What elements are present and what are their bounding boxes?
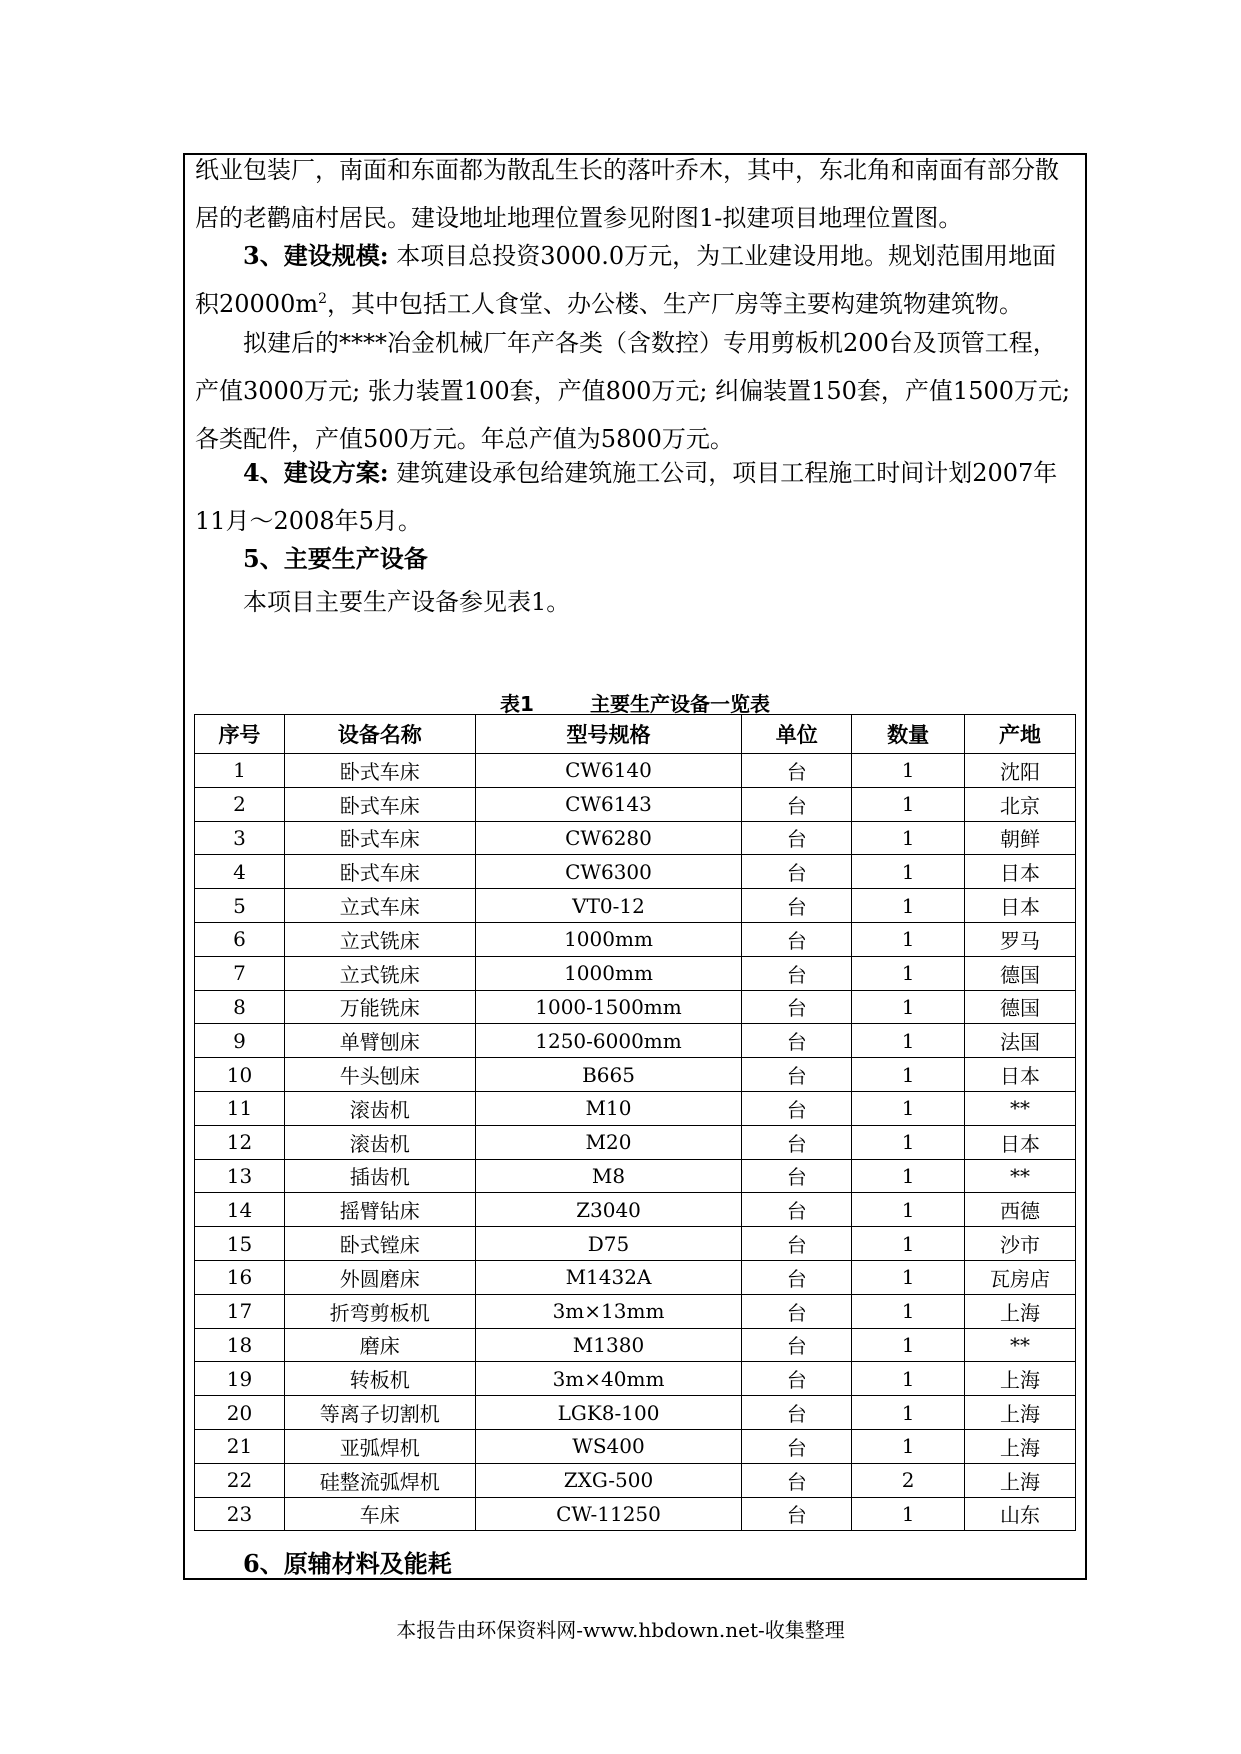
cell-equipment-name: 卧式车床 bbox=[284, 821, 475, 855]
cell-quantity: 1 bbox=[852, 787, 965, 821]
table-row bbox=[195, 1227, 1076, 1261]
cell-unit: 台 bbox=[742, 1125, 852, 1159]
cell-equipment-name: 折弯剪板机 bbox=[284, 1294, 475, 1328]
cell-equipment-name: 卧式镗床 bbox=[284, 1227, 475, 1261]
cell-equipment-name: 等离子切割机 bbox=[284, 1396, 475, 1430]
cell-origin: ** bbox=[965, 1091, 1076, 1125]
cell-quantity: 1 bbox=[852, 1193, 965, 1227]
cell-model-spec: CW6143 bbox=[475, 787, 742, 821]
table-row bbox=[195, 1024, 1076, 1058]
cell-unit: 台 bbox=[742, 821, 852, 855]
table-row bbox=[195, 821, 1076, 855]
table-row bbox=[195, 1497, 1076, 1531]
cell-quantity: 1 bbox=[852, 1058, 965, 1092]
table-row bbox=[195, 1362, 1076, 1396]
cell-index: 14 bbox=[195, 1193, 285, 1227]
cell-quantity: 1 bbox=[852, 1294, 965, 1328]
cell-quantity: 1 bbox=[852, 1396, 965, 1430]
cell-origin: 山东 bbox=[965, 1497, 1076, 1531]
cell-model-spec: CW-11250 bbox=[475, 1497, 742, 1531]
cell-equipment-name: 单臂刨床 bbox=[284, 1024, 475, 1058]
cell-quantity: 1 bbox=[852, 1159, 965, 1193]
cell-equipment-name: 立式铣床 bbox=[284, 922, 475, 956]
cell-origin: 日本 bbox=[965, 1058, 1076, 1092]
cell-quantity: 1 bbox=[852, 1497, 965, 1531]
cell-equipment-name: 牛头刨床 bbox=[284, 1058, 475, 1092]
cell-origin: 上海 bbox=[965, 1429, 1076, 1463]
heading-raw-materials-energy: 6、原辅材料及能耗 bbox=[243, 1549, 452, 1578]
cell-equipment-name: 摇臂钻床 bbox=[284, 1193, 475, 1227]
cell-index: 4 bbox=[195, 855, 285, 889]
table-row bbox=[195, 1396, 1076, 1430]
cell-quantity: 1 bbox=[852, 754, 965, 788]
cell-equipment-name: 外圆磨床 bbox=[284, 1260, 475, 1294]
cell-model-spec: B665 bbox=[475, 1058, 742, 1092]
cell-equipment-name: 转板机 bbox=[284, 1362, 475, 1396]
cell-quantity: 1 bbox=[852, 1328, 965, 1362]
table-row bbox=[195, 990, 1076, 1024]
cell-unit: 台 bbox=[742, 1024, 852, 1058]
cell-model-spec: 1250-6000mm bbox=[475, 1024, 742, 1058]
header-model-spec: 型号规格 bbox=[475, 715, 742, 754]
cell-unit: 台 bbox=[742, 1091, 852, 1125]
cell-origin: 罗马 bbox=[965, 922, 1076, 956]
cell-quantity: 1 bbox=[852, 1024, 965, 1058]
equipment-table bbox=[194, 714, 1076, 1531]
table-row bbox=[195, 1463, 1076, 1497]
cell-equipment-name: 插齿机 bbox=[284, 1159, 475, 1193]
cell-unit: 台 bbox=[742, 889, 852, 923]
cell-origin: 沙市 bbox=[965, 1227, 1076, 1261]
paragraph-location bbox=[195, 146, 1075, 242]
cell-origin: 上海 bbox=[965, 1294, 1076, 1328]
cell-origin: 德国 bbox=[965, 990, 1076, 1024]
cell-unit: 台 bbox=[742, 990, 852, 1024]
production-output-text: 拟建后的****冶金机械厂年产各类（含数控）专用剪板机200台及顶管工程，产值3000万元; 张力装置100套，产值800万元; 纠偏装置150套，产值1500万元; 各类配件，产值500万元。年总产值为5800万元。 bbox=[195, 329, 1071, 453]
paragraph-equipment-ref: 本项目主要生产设备参见表1。 bbox=[243, 588, 571, 616]
paragraph-construction-plan bbox=[195, 449, 1075, 545]
cell-origin: 日本 bbox=[965, 1125, 1076, 1159]
cell-model-spec: 3m×40mm bbox=[475, 1362, 742, 1396]
cell-model-spec: CW6140 bbox=[475, 754, 742, 788]
cell-equipment-name: 硅整流弧焊机 bbox=[284, 1463, 475, 1497]
cell-quantity: 1 bbox=[852, 1227, 965, 1261]
cell-index: 9 bbox=[195, 1024, 285, 1058]
cell-model-spec: LGK8-100 bbox=[475, 1396, 742, 1430]
table-row bbox=[195, 1260, 1076, 1294]
cell-origin: 上海 bbox=[965, 1396, 1076, 1430]
cell-quantity: 1 bbox=[852, 990, 965, 1024]
cell-equipment-name: 车床 bbox=[284, 1497, 475, 1531]
cell-origin: 瓦房店 bbox=[965, 1260, 1076, 1294]
cell-index: 11 bbox=[195, 1091, 285, 1125]
heading-main-equipment: 5、主要生产设备 bbox=[243, 544, 428, 573]
cell-model-spec: CW6280 bbox=[475, 821, 742, 855]
cell-index: 23 bbox=[195, 1497, 285, 1531]
table-row bbox=[195, 1091, 1076, 1125]
cell-index: 7 bbox=[195, 956, 285, 990]
cell-equipment-name: 卧式车床 bbox=[284, 787, 475, 821]
header-equipment-name: 设备名称 bbox=[284, 715, 475, 754]
paragraph-construction-scale bbox=[195, 232, 1075, 328]
scale-text-a: 本项目总投资3000.0万元，为工业建设用地。规划范围用地面积20000m bbox=[195, 242, 1057, 318]
cell-equipment-name: 滚齿机 bbox=[284, 1091, 475, 1125]
paragraph-location-text: 纸业包装厂，南面和东面都为散乱生长的落叶乔木，其中，东北角和南面有部分散居的老鹳庙村居民。建设地址地理位置参见附图1-拟建项目地理位置图。 bbox=[195, 156, 1059, 232]
cell-quantity: 1 bbox=[852, 1362, 965, 1396]
cell-origin: 日本 bbox=[965, 855, 1076, 889]
cell-equipment-name: 立式车床 bbox=[284, 889, 475, 923]
cell-unit: 台 bbox=[742, 1294, 852, 1328]
cell-equipment-name: 立式铣床 bbox=[284, 956, 475, 990]
table-row bbox=[195, 1294, 1076, 1328]
page-footer: 本报告由环保资料网-www.hbdown.net-收集整理 bbox=[396, 1618, 845, 1642]
cell-model-spec: ZXG-500 bbox=[475, 1463, 742, 1497]
cell-index: 10 bbox=[195, 1058, 285, 1092]
cell-unit: 台 bbox=[742, 1463, 852, 1497]
cell-unit: 台 bbox=[742, 1429, 852, 1463]
cell-equipment-name: 万能铣床 bbox=[284, 990, 475, 1024]
cell-index: 12 bbox=[195, 1125, 285, 1159]
table-row bbox=[195, 754, 1076, 788]
cell-index: 6 bbox=[195, 922, 285, 956]
cell-origin: 沈阳 bbox=[965, 754, 1076, 788]
header-index: 序号 bbox=[195, 715, 285, 754]
cell-quantity: 1 bbox=[852, 821, 965, 855]
cell-model-spec: 1000-1500mm bbox=[475, 990, 742, 1024]
cell-origin: 上海 bbox=[965, 1463, 1076, 1497]
table-caption-number: 表1 bbox=[500, 692, 534, 716]
cell-origin: 西德 bbox=[965, 1193, 1076, 1227]
cell-unit: 台 bbox=[742, 1227, 852, 1261]
heading-construction-plan: 4、建设方案: bbox=[243, 458, 389, 487]
cell-unit: 台 bbox=[742, 1497, 852, 1531]
cell-unit: 台 bbox=[742, 754, 852, 788]
cell-model-spec: M10 bbox=[475, 1091, 742, 1125]
cell-model-spec: 1000mm bbox=[475, 922, 742, 956]
table-row bbox=[195, 1058, 1076, 1092]
cell-index: 8 bbox=[195, 990, 285, 1024]
table-row bbox=[195, 956, 1076, 990]
cell-quantity: 1 bbox=[852, 889, 965, 923]
table-row bbox=[195, 1125, 1076, 1159]
cell-index: 3 bbox=[195, 821, 285, 855]
cell-origin: 上海 bbox=[965, 1362, 1076, 1396]
construction-plan-text: 建筑建设承包给建筑施工公司，项目工程施工时间计划2007年11月～2008年5月。 bbox=[195, 459, 1058, 535]
cell-quantity: 1 bbox=[852, 922, 965, 956]
cell-origin: ** bbox=[965, 1159, 1076, 1193]
superscript-2: 2 bbox=[318, 291, 328, 307]
cell-unit: 台 bbox=[742, 1362, 852, 1396]
header-unit: 单位 bbox=[742, 715, 852, 754]
cell-index: 2 bbox=[195, 787, 285, 821]
cell-unit: 台 bbox=[742, 1058, 852, 1092]
cell-equipment-name: 卧式车床 bbox=[284, 754, 475, 788]
table-row bbox=[195, 1429, 1076, 1463]
cell-unit: 台 bbox=[742, 855, 852, 889]
cell-index: 19 bbox=[195, 1362, 285, 1396]
cell-model-spec: 1000mm bbox=[475, 956, 742, 990]
table-row bbox=[195, 787, 1076, 821]
table-body bbox=[195, 754, 1076, 1531]
cell-unit: 台 bbox=[742, 1159, 852, 1193]
cell-model-spec: CW6300 bbox=[475, 855, 742, 889]
cell-unit: 台 bbox=[742, 1396, 852, 1430]
cell-quantity: 1 bbox=[852, 1260, 965, 1294]
cell-index: 17 bbox=[195, 1294, 285, 1328]
cell-model-spec: VT0-12 bbox=[475, 889, 742, 923]
header-quantity: 数量 bbox=[852, 715, 965, 754]
table-row bbox=[195, 1193, 1076, 1227]
heading-construction-scale: 3、建设规模: bbox=[243, 241, 389, 270]
table-header-row bbox=[195, 715, 1076, 754]
cell-origin: 日本 bbox=[965, 889, 1076, 923]
scale-text-b: ，其中包括工人食堂、办公楼、生产厂房等主要构建筑物建筑物。 bbox=[327, 290, 1024, 318]
paragraph-production-output bbox=[195, 319, 1075, 463]
table-row bbox=[195, 855, 1076, 889]
header-origin: 产地 bbox=[965, 715, 1076, 754]
table-row bbox=[195, 1328, 1076, 1362]
cell-index: 18 bbox=[195, 1328, 285, 1362]
cell-model-spec: M1380 bbox=[475, 1328, 742, 1362]
cell-origin: 德国 bbox=[965, 956, 1076, 990]
cell-model-spec: M1432A bbox=[475, 1260, 742, 1294]
cell-model-spec: WS400 bbox=[475, 1429, 742, 1463]
cell-origin: ** bbox=[965, 1328, 1076, 1362]
cell-quantity: 1 bbox=[852, 1091, 965, 1125]
cell-unit: 台 bbox=[742, 1193, 852, 1227]
cell-index: 22 bbox=[195, 1463, 285, 1497]
cell-quantity: 1 bbox=[852, 1429, 965, 1463]
cell-unit: 台 bbox=[742, 1260, 852, 1294]
cell-index: 5 bbox=[195, 889, 285, 923]
table-header bbox=[195, 715, 1076, 754]
cell-index: 16 bbox=[195, 1260, 285, 1294]
cell-origin: 朝鲜 bbox=[965, 821, 1076, 855]
table-caption bbox=[195, 688, 1075, 717]
cell-index: 13 bbox=[195, 1159, 285, 1193]
cell-equipment-name: 滚齿机 bbox=[284, 1125, 475, 1159]
cell-unit: 台 bbox=[742, 1328, 852, 1362]
cell-model-spec: 3m×13mm bbox=[475, 1294, 742, 1328]
cell-quantity: 1 bbox=[852, 956, 965, 990]
table-caption-title: 主要生产设备一览表 bbox=[589, 692, 770, 716]
table-row bbox=[195, 922, 1076, 956]
cell-unit: 台 bbox=[742, 956, 852, 990]
cell-origin: 北京 bbox=[965, 787, 1076, 821]
cell-index: 15 bbox=[195, 1227, 285, 1261]
cell-index: 1 bbox=[195, 754, 285, 788]
cell-index: 21 bbox=[195, 1429, 285, 1463]
table-row bbox=[195, 889, 1076, 923]
cell-index: 20 bbox=[195, 1396, 285, 1430]
cell-model-spec: M8 bbox=[475, 1159, 742, 1193]
cell-origin: 法国 bbox=[965, 1024, 1076, 1058]
cell-equipment-name: 亚弧焊机 bbox=[284, 1429, 475, 1463]
table-row bbox=[195, 1159, 1076, 1193]
cell-model-spec: D75 bbox=[475, 1227, 742, 1261]
cell-unit: 台 bbox=[742, 922, 852, 956]
cell-unit: 台 bbox=[742, 787, 852, 821]
cell-model-spec: M20 bbox=[475, 1125, 742, 1159]
cell-model-spec: Z3040 bbox=[475, 1193, 742, 1227]
cell-equipment-name: 卧式车床 bbox=[284, 855, 475, 889]
cell-quantity: 1 bbox=[852, 1125, 965, 1159]
cell-quantity: 2 bbox=[852, 1463, 965, 1497]
cell-equipment-name: 磨床 bbox=[284, 1328, 475, 1362]
cell-quantity: 1 bbox=[852, 855, 965, 889]
